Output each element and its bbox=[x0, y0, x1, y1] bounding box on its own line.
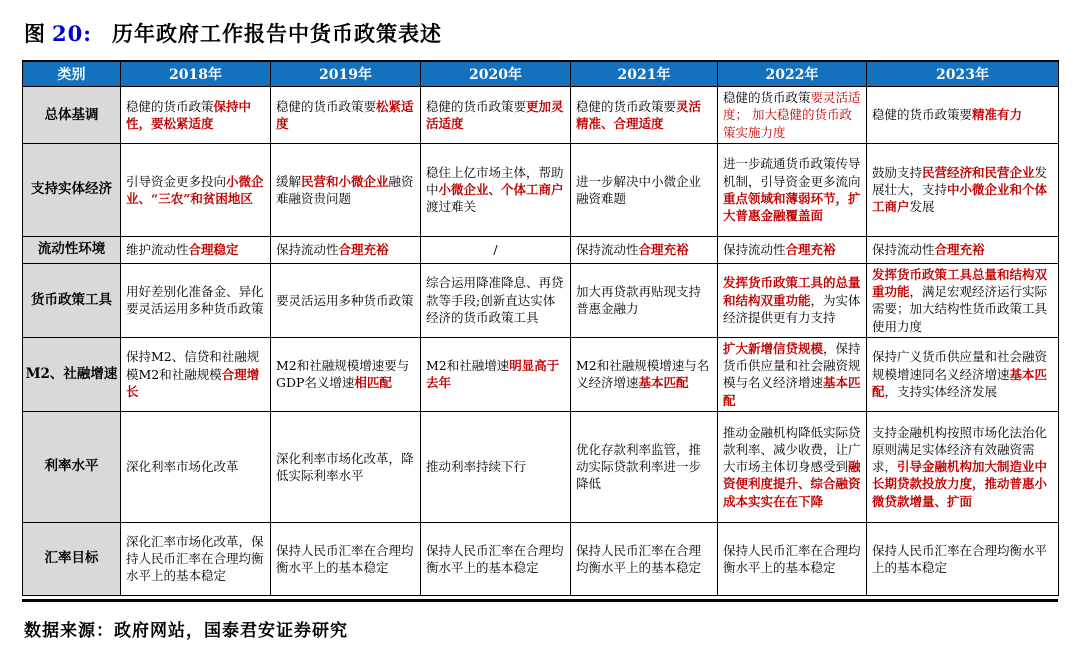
cell-汇率目标-2021年 bbox=[571, 522, 718, 595]
highlighted-text: 民营经济和民营企业 bbox=[922, 164, 1035, 180]
highlighted-text: 引导金融机构加大制造业中长期贷款投放力度，推动普惠小微贷款增量、扩面 bbox=[872, 459, 1048, 509]
cell-流动性环境-2020年 bbox=[421, 236, 571, 263]
cell-汇率目标-2020年 bbox=[421, 522, 571, 595]
highlighted-text: 保持中性，要松紧适度 bbox=[126, 98, 252, 131]
cell-货币政策工具-2022年 bbox=[718, 263, 867, 337]
cell-text: M2和社融增速 bbox=[426, 358, 510, 373]
cell-text: ，为实体经济提供更有力支持 bbox=[723, 292, 861, 325]
category-cell-M2、社融增速: M2、社融增速 bbox=[23, 337, 121, 411]
cell-text: 保持流动性 bbox=[872, 242, 935, 258]
table-row-流动性环境 bbox=[23, 236, 1059, 263]
highlighted-text: 重点领域和薄弱环节，扩大普惠金融覆盖面 bbox=[723, 190, 861, 223]
highlighted-text: 合理充裕 bbox=[785, 242, 836, 258]
header-cell-2019年: 2019年 bbox=[271, 61, 421, 87]
cell-text: 保持人民币汇率在合理均衡水平上的基本稳定 bbox=[576, 542, 702, 575]
highlighted-text: 基本匹配 bbox=[723, 375, 861, 408]
cell-汇率目标-2023年 bbox=[867, 522, 1059, 595]
cell-text: 稳健的货币政策 bbox=[723, 90, 811, 105]
cell-总体基调-2018年 bbox=[121, 87, 271, 144]
highlighted-text: 融资便利度提升、综合融资成本实实在在下降 bbox=[723, 459, 861, 509]
highlighted-text: 要灵活适度； 加大稳健的货币政策实施力度 bbox=[723, 90, 861, 140]
highlighted-text: 合理充裕 bbox=[638, 242, 689, 258]
cell-利率水平-2021年 bbox=[571, 411, 718, 522]
cell-text: 推动金融机构降低实际贷款利率、减少收费，让广大市场主体切身感受到 bbox=[723, 424, 861, 475]
cell-支持实体经济-2023年 bbox=[867, 143, 1059, 236]
cell-text: 稳健的货币政策 bbox=[126, 98, 214, 114]
cell-text: 稳健的货币政策要 bbox=[576, 98, 677, 114]
table-row-汇率目标 bbox=[23, 522, 1059, 595]
header-cell-2020年: 2020年 bbox=[421, 61, 571, 87]
cell-利率水平-2023年 bbox=[867, 411, 1059, 522]
highlighted-text: 基本匹配 bbox=[638, 375, 689, 391]
header-cell-2021年: 2021年 bbox=[571, 61, 718, 87]
cell-text: 深化利率市场化改革 bbox=[126, 459, 239, 475]
cell-text: ，支持实体经济发展 bbox=[884, 383, 998, 399]
cell-text: 渡过难关 bbox=[426, 199, 477, 215]
category-cell-流动性环境: 流动性环境 bbox=[23, 236, 121, 263]
highlighted-text: 合理充裕 bbox=[934, 242, 985, 258]
cell-text: 稳住上亿市场主体，帮助中 bbox=[426, 164, 564, 198]
cell-M2、社融增速-2021年 bbox=[571, 337, 718, 411]
cell-流动性环境-2018年 bbox=[121, 236, 271, 263]
cell-text: 保持流动性 bbox=[576, 242, 639, 258]
cell-支持实体经济-2020年 bbox=[421, 143, 571, 236]
policy-table-body bbox=[23, 87, 1059, 596]
cell-货币政策工具-2018年 bbox=[121, 263, 271, 337]
cell-text: 要灵活运用多种货币政策 bbox=[276, 292, 414, 308]
table-row-总体基调 bbox=[23, 87, 1059, 144]
cell-text: 优化存款利率监管，推动实际贷款利率进一步降低 bbox=[576, 441, 702, 492]
cell-总体基调-2021年 bbox=[571, 87, 718, 144]
cell-流动性环境-2023年 bbox=[867, 236, 1059, 263]
cell-M2、社融增速-2018年 bbox=[121, 337, 271, 411]
cell-利率水平-2022年 bbox=[718, 411, 867, 522]
figure-label-prefix: 图 bbox=[24, 21, 46, 46]
table-row-货币政策工具 bbox=[23, 263, 1059, 337]
cell-text: 发展 bbox=[909, 199, 935, 215]
cell-流动性环境-2022年 bbox=[718, 236, 867, 263]
cell-text: 保持人民币汇率在合理均衡水平上的基本稳定 bbox=[872, 542, 1048, 575]
cell-总体基调-2019年 bbox=[271, 87, 421, 144]
figure-title-text: 历年政府工作报告中货币政策表述 bbox=[111, 21, 442, 46]
category-cell-利率水平: 利率水平 bbox=[23, 411, 121, 522]
cell-text: 推动利率持续下行 bbox=[426, 459, 527, 475]
cell-text: 加大再贷款再贴现支持普惠金融力 bbox=[576, 284, 702, 317]
cell-总体基调-2023年 bbox=[867, 87, 1059, 144]
cell-text: 保持广义货币供应量和社会融资规模增速同名义经济增速 bbox=[872, 349, 1048, 382]
highlighted-text: 中小微企业和个体工商户 bbox=[872, 182, 1048, 215]
cell-text: 保持人民币汇率在合理均衡水平上的基本稳定 bbox=[426, 542, 564, 575]
cell-text: 缓解 bbox=[276, 173, 302, 189]
cell-text: M2和社融规模增速与名义经济增速 bbox=[576, 358, 710, 391]
highlighted-text: 更加灵活适度 bbox=[426, 98, 564, 131]
highlighted-text: 基本匹配 bbox=[872, 366, 1048, 399]
cell-流动性环境-2019年 bbox=[271, 236, 421, 263]
highlighted-text: 小微企业、“三农”和贫困地区 bbox=[126, 173, 264, 206]
category-cell-总体基调: 总体基调 bbox=[23, 87, 121, 144]
figure-number: 20: bbox=[52, 21, 92, 46]
cell-text: 进一步解决中小微企业融资难题 bbox=[576, 173, 702, 206]
cell-货币政策工具-2020年 bbox=[421, 263, 571, 337]
header-cell-类别: 类别 bbox=[23, 61, 121, 87]
cell-M2、社融增速-2020年 bbox=[421, 337, 571, 411]
policy-table bbox=[22, 60, 1059, 596]
cell-利率水平-2020年 bbox=[421, 411, 571, 522]
cell-text: ，保持货币供应量和社会融资规模与名义经济增速 bbox=[723, 340, 861, 391]
cell-text: M2和社融规模增速要与GDP名义增速 bbox=[276, 358, 410, 391]
cell-汇率目标-2022年 bbox=[718, 522, 867, 595]
cell-M2、社融增速-2023年 bbox=[867, 337, 1059, 411]
cell-text: 用好差别化准备金、异化 要灵活运用多种货币政策 bbox=[126, 284, 264, 317]
header-cell-2022年: 2022年 bbox=[718, 61, 867, 87]
cell-text: 发展壮大，支持 bbox=[872, 164, 1048, 198]
cell-text: 保持M2、信贷和社融规模M2和社融规模 bbox=[126, 349, 260, 382]
cell-支持实体经济-2022年 bbox=[718, 143, 867, 236]
cell-text: 鼓励支持 bbox=[872, 164, 923, 180]
cell-利率水平-2019年 bbox=[271, 411, 421, 522]
cell-支持实体经济-2018年 bbox=[121, 143, 271, 236]
cell-货币政策工具-2023年 bbox=[867, 263, 1059, 337]
cell-text: 保持人民币汇率在合理均衡水平上的基本稳定 bbox=[723, 542, 861, 575]
table-row-支持实体经济 bbox=[23, 143, 1059, 236]
cell-M2、社融增速-2022年 bbox=[718, 337, 867, 411]
cell-text: 深化汇率市场化改革，保持人民币汇率在合理均衡水平上的基本稳定 bbox=[126, 533, 264, 584]
highlighted-text: 合理增长 bbox=[126, 366, 260, 399]
cell-text: / bbox=[493, 242, 498, 258]
figure-title bbox=[24, 18, 1058, 48]
highlighted-text: 发挥货币政策工具总量和结构双重功能 bbox=[872, 266, 1048, 299]
category-cell-汇率目标: 汇率目标 bbox=[23, 522, 121, 595]
cell-货币政策工具-2019年 bbox=[271, 263, 421, 337]
cell-text: 稳健的货币政策要 bbox=[426, 98, 527, 114]
cell-text: 综合运用降准降息、再贷款等手段;创新直达实体经济的货币政策工具 bbox=[426, 275, 564, 325]
category-cell-支持实体经济: 支持实体经济 bbox=[23, 143, 121, 236]
highlighted-text: 小微企业、个体工商户 bbox=[438, 182, 564, 198]
highlighted-text: 松紧适度 bbox=[276, 98, 414, 131]
cell-text: 进一步疏通货币政策传导机制，引导资金更多流向 bbox=[723, 156, 861, 189]
cell-text: 保持流动性 bbox=[276, 242, 339, 258]
header-row bbox=[23, 61, 1059, 87]
highlighted-text: 发挥货币政策工具的总量和结构双重功能 bbox=[723, 275, 861, 308]
highlighted-text: 合理充裕 bbox=[338, 242, 389, 258]
table-bottom-rule bbox=[22, 599, 1058, 602]
cell-流动性环境-2021年 bbox=[571, 236, 718, 263]
highlighted-text: 民营和小微企业 bbox=[301, 173, 389, 189]
header-cell-2023年: 2023年 bbox=[867, 61, 1059, 87]
cell-text: 稳健的货币政策要 bbox=[276, 98, 377, 114]
cell-汇率目标-2019年 bbox=[271, 522, 421, 595]
cell-M2、社融增速-2019年 bbox=[271, 337, 421, 411]
table-row-M2、社融增速 bbox=[23, 337, 1059, 411]
cell-text: 保持人民币汇率在合理均衡水平上的基本稳定 bbox=[276, 542, 414, 575]
cell-text: 稳健的货币政策要 bbox=[872, 107, 973, 123]
highlighted-text: 扩大新增信贷规模 bbox=[723, 340, 824, 356]
cell-支持实体经济-2021年 bbox=[571, 143, 718, 236]
cell-text: ，满足宏观经济运行实际需要；加大结构性货币政策工具使用力度 bbox=[872, 284, 1048, 334]
data-source-note: 数据来源：政府网站，国泰君安证券研究 bbox=[24, 620, 348, 641]
cell-text: 引导资金更多投向 bbox=[126, 173, 227, 189]
cell-汇率目标-2018年 bbox=[121, 522, 271, 595]
cell-总体基调-2022年 bbox=[718, 87, 867, 144]
header-cell-2018年: 2018年 bbox=[121, 61, 271, 87]
cell-text: 维护流动性 bbox=[126, 242, 189, 258]
highlighted-text: 灵活精准、合理适度 bbox=[576, 98, 702, 131]
cell-text: 支持金融机构按照市场化法治化原则满足实体经济有效融资需求， bbox=[872, 424, 1048, 475]
cell-text: 深化利率市场化改革，降低实际利率水平 bbox=[276, 450, 414, 483]
highlighted-text: 合理稳定 bbox=[188, 242, 239, 258]
policy-table-header bbox=[23, 61, 1059, 87]
cell-text: 融资难融资贵问题 bbox=[276, 173, 414, 206]
category-cell-货币政策工具: 货币政策工具 bbox=[23, 263, 121, 337]
cell-货币政策工具-2021年 bbox=[571, 263, 718, 337]
highlighted-text: 相匹配 bbox=[354, 375, 392, 391]
highlighted-text: 明显高于去年 bbox=[426, 358, 560, 391]
table-row-利率水平 bbox=[23, 411, 1059, 522]
cell-支持实体经济-2019年 bbox=[271, 143, 421, 236]
cell-text: 保持流动性 bbox=[723, 242, 786, 258]
highlighted-text: 精准有力 bbox=[972, 107, 1023, 123]
cell-利率水平-2018年 bbox=[121, 411, 271, 522]
cell-总体基调-2020年 bbox=[421, 87, 571, 144]
